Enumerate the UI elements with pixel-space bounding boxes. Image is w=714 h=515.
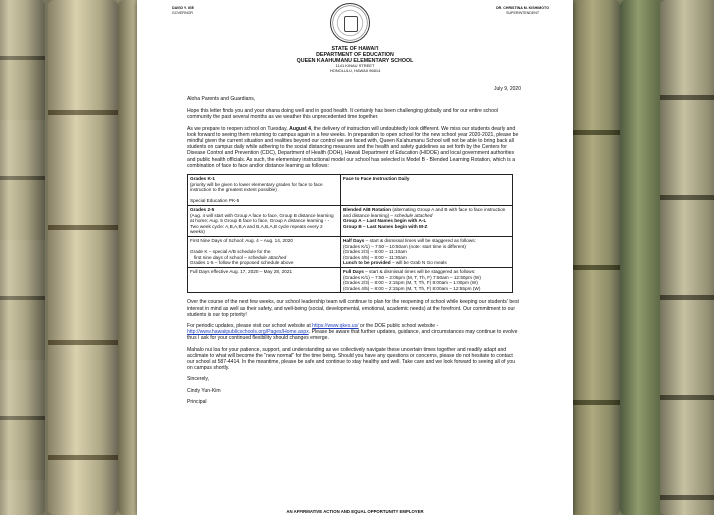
letter-body	[187, 96, 519, 410]
school-website-link[interactable]: https://www.qkes.us/	[312, 322, 359, 329]
governor-name: DAVID Y. IGE	[172, 6, 195, 10]
table-row	[188, 206, 513, 237]
cell-title: Half Days	[343, 237, 365, 243]
table-row	[188, 175, 513, 206]
paragraph-planning: Over the course of the next few weeks, our school leadership team will continue to plan for the reopening of school while keeping our students' best interest in mind as well as their safety, and well-being (social, developmental, emotional, academic needs) at the forefront. Our commitment to our students is our top priority!	[187, 299, 519, 318]
group-a: Group A – Last Names begin with A-L	[343, 218, 427, 224]
table-cell	[341, 236, 513, 267]
greeting: Aloha Parents and Guardians,	[187, 96, 256, 102]
cell-title: Full Days effective Aug. 17, 2020 – May 28, 2021	[190, 268, 293, 274]
cell-note: Grades 1-5 – follow the proposed schedule above	[190, 260, 294, 266]
cell-note: (Aug. 4 will start with Group A face to face, Group B distance learning at home; Aug. 5 Group B face to face, Group A distance learning - - Two week cycle: A,B,A,B,A and B,A,B,A,B cycle repeats every 2 weeks)	[190, 212, 334, 235]
letter-page	[137, 0, 573, 515]
superintendent-title: SUPERINTENDENT	[506, 10, 540, 15]
letterhead	[137, 46, 573, 74]
time-line: (Grades 4/5) – 8:00 – 11:30am	[343, 254, 407, 260]
bamboo-stalk	[0, 0, 45, 515]
cell-note: first nine days of school –	[193, 254, 249, 260]
school-name: QUEEN KAAHUMANU ELEMENTARY SCHOOL	[296, 58, 414, 64]
governor-title: GOVERNOR	[172, 10, 193, 15]
state-seal-icon	[330, 3, 370, 43]
reopen-date: August 4	[289, 125, 311, 132]
cell-note: – start & dismissal times will be staggered as follows:	[363, 268, 476, 274]
time-line: (Grades 4/5) – 8:00 – 2:15pm (M, T, Th, F) 8:00am – 12:55pm (W)	[343, 285, 481, 291]
table-row	[188, 267, 513, 292]
table-cell	[341, 175, 513, 206]
schedule-table	[187, 174, 513, 293]
table-cell	[341, 206, 513, 237]
table-cell	[341, 267, 513, 292]
city-address: HONOLULU, HAWAII 96814	[329, 67, 381, 73]
cell-title: Grades 2-5	[190, 207, 215, 212]
table-cell	[188, 267, 341, 292]
time-line: (Grades K/1) – 7:50 – 10:50am (note: start time is different)	[343, 243, 466, 249]
group-b: Group B – Last Names begin with M-Z	[343, 223, 428, 229]
cell-note: schedule attached	[394, 212, 433, 218]
cell-note: (alternating Group A and B with face to face instruction and distance learning) –	[343, 207, 506, 218]
paragraph-text: . Please be aware that further updates, guidance, and circumstances may continue to evolve thus I ask for your continued flexibility should changes emerge.	[187, 329, 518, 342]
cell-title: Full Days	[343, 268, 364, 274]
cell-title: Blended A/B Rotation	[343, 207, 392, 212]
paragraph-text: , the delivery of instruction will undoubtedly look different. We miss our students dearly and look forward to seeing them returning to campus again in a few weeks. In preparation to open school for the new school year 2020-2021, please be mindful given the current situation and realities beyond our control we are faced with, Queen Ka'ahumanu School will not be able to bring back all students on campus daily while adhering to the social distancing measures and the health and safety guidelines as set forth by the Centers for Disease Control and Prevention (CDC), Department of Health (DOH), Hawaii Department of Education (HIDOE) and local government authorities and public health officials. As such, the elementary instructional model our school has selected is Model B - Blended Learning Rotation, which is a combination of face to face and/or distance learning as follows:	[187, 125, 519, 169]
signer-name: Cindy Yun-Kim	[187, 387, 221, 394]
lunch-note: – will be Grab N Go meals	[390, 260, 447, 266]
table-cell	[188, 206, 341, 237]
footer-text: AN AFFIRMATIVE ACTION AND EQUAL OPPORTUNITY EMPLOYER	[286, 509, 424, 514]
state-name: STATE OF HAWAI'I	[331, 46, 379, 52]
cell-note: Grade K – special A/B schedule for the	[190, 249, 271, 255]
superintendent-block	[496, 6, 549, 15]
doe-website-link[interactable]: http://www.hawaiipublicschools.org/Pages/Home.aspx	[187, 329, 309, 336]
bamboo-stalk	[660, 0, 714, 515]
table-row	[188, 236, 513, 267]
paragraph-text: As we prepare to reopen school on Tuesday,	[187, 125, 290, 132]
time-line: (Grades 2/3) – 8:00 – 11:10am	[343, 249, 407, 255]
cell-title: First Nine Days of School: Aug. 4 – Aug. 14, 2020	[190, 237, 293, 243]
table-cell	[188, 236, 341, 267]
paragraph-reopening	[187, 126, 519, 169]
paragraph-text: For periodic updates, please visit our school website at	[187, 322, 313, 329]
cell-title: Face to Face Instruction Daily	[343, 176, 410, 182]
department-name: DEPARTMENT OF EDUCATION	[316, 52, 394, 58]
lunch-note: Lunch to be provided	[343, 260, 391, 266]
time-line: (Grades 2/3) – 8:00 – 2:15pm (M, T, Th, F) 8:00am – 1:00pm (W)	[343, 280, 478, 286]
bamboo-stalk	[48, 0, 118, 515]
paragraph-text: or the DOE public school website -	[358, 322, 439, 329]
cell-note: schedule attached	[248, 254, 287, 260]
paragraph-intro: Hope this letter finds you and your ohana doing well and in good health. It certainly has been challenging globally and for our entire school community the past several months as we weather this unprecedented time together.	[187, 108, 498, 121]
cell-note: – start & dismissal times will be staggered as follows:	[364, 237, 476, 243]
time-line: (Grades K/1) – 7:50 – 2:05pm (M, T, Th, F) 7:50am – 12:50pm (W)	[343, 274, 481, 280]
table-cell	[188, 175, 341, 206]
superintendent-name: DR. CHRISTINA M. KISHIMOTO	[496, 6, 549, 10]
paragraph-updates	[187, 323, 519, 342]
governor-block	[172, 6, 194, 15]
bamboo-stalk	[620, 0, 660, 515]
cell-note: Special Education PK-5	[190, 198, 240, 204]
letter-date: July 9, 2020	[494, 86, 521, 92]
street-address: 1141 KINAU STREET	[335, 63, 375, 68]
cell-title: Grades K-1	[190, 176, 216, 182]
bamboo-stalk	[570, 0, 620, 515]
closing: Sincerely,	[187, 376, 209, 383]
signer-title: Principal	[187, 398, 207, 405]
paragraph-mahalo: Mahalo nui loa for your patience, support, and understanding as we collectively navigate these uncertain times together and readily adapt and acclimate to what will become the "new normal" for the time being. Should you have any questions or concerns, please do not hesitate to contact our school at 587-4414. In the meantime, please be safe and continue to stay healthy and well. Take care and we look forward to seeing all of you on campus shortly.	[187, 346, 516, 372]
cell-note: (priority will be given to lower elementary grades for face to face instruction to the greatest extent possible)	[190, 181, 323, 193]
